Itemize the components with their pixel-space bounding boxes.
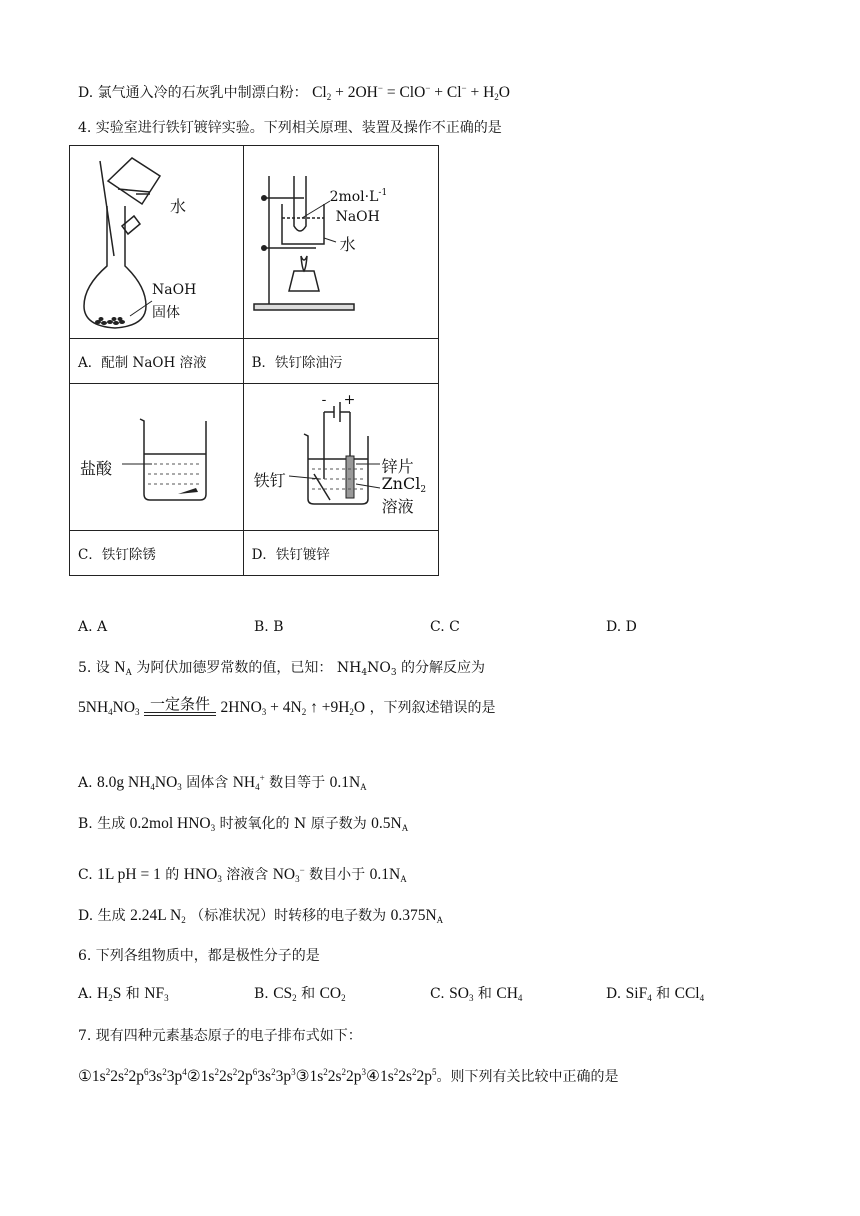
q4-answer-a[interactable]: A. A [78,619,108,635]
q6-option-a[interactable]: A. $H_2S$ 和 $NF_3$ [78,985,169,1003]
label-plus: + [343,392,356,408]
q5-option-a[interactable]: A. 8.0g $NH_4NO_3$ 固体含 $NH_4^+$ 数目等于 $0.1N_A$ [78,773,367,792]
q5-reaction: $5NH_4NO_3$ 一定条件 $2HNO_3 + 4N_2$ ↑ $+9H_2O$ ，下列叙述错误的是 [78,695,496,717]
q6-stem: 6. 下列各组物质中，都是极性分子的是 [78,948,320,964]
q3d-text: D. 氯气通入冷的石灰乳中制漂白粉： [78,85,308,101]
q6-option-b[interactable]: B. $CS_2$ 和 $CO_2$ [254,985,346,1003]
q3d-equation: $Cl_2 + 2OH^- = ClO^- + Cl^- + H_2O$ [312,83,510,102]
label-water-b: 水 [339,235,356,254]
q4-cell-c-caption: C．铁钉除锈 [70,531,244,576]
q5-option-b[interactable]: B. 生成 0.2mol $HNO_3$ 时被氧化的 N 原子数为 $0.5N_A$ [78,815,409,833]
q4-cell-b-caption: B．铁钉除油污 [243,339,438,384]
q6-option-d[interactable]: D. SiF$_4$ 和 CCl$_4$ [606,985,705,1003]
q4-cell-d-image [243,384,438,531]
q4-cell-b-image [243,146,438,339]
label-hcl: 盐酸 [80,459,113,478]
q4-cell-d-caption: D．铁钉镀锌 [243,531,438,576]
q5-option-c[interactable]: C. 1L pH = 1 的 $HNO_3$ 溶液含 $NO_3^-$ 数目小于 $0.1N_A$ [78,865,407,884]
q4-answer-d[interactable]: D. D [606,619,637,635]
q4-cell-c-image [70,384,244,531]
q7-configurations: $①1s^22s^22p^63s^23p^4②1s^22s^22p^63s^23p^3③1s^22s^22p^3④1s^22s^22p^5$。则下列有关比较中正确的是 [78,1067,619,1085]
q4-answer-c[interactable]: C. C [430,619,460,635]
label-naoh-b: NaOH [335,209,380,225]
q4-answer-b[interactable]: B. B [254,619,284,635]
q4-options-table [69,145,439,576]
label-zinc-plate: 锌片 [381,457,414,476]
label-minus: - [321,392,327,408]
q4-stem: 4. 实验室进行铁钉镀锌实验。下列相关原理、装置及操作不正确的是 [78,120,502,136]
q4-cell-a-image [70,146,244,339]
q3-option-d [78,78,510,107]
q7-stem: 7. 现有四种元素基态原子的电子排布式如下： [78,1028,362,1044]
reaction-condition: 一定条件 [149,695,210,713]
label-concentration: $2mol\cdot L^{-1}$ [329,188,388,205]
label-solution: 溶液 [381,497,414,516]
label-zncl2: ZnCl$_2$ [381,474,427,495]
q5-stem: 5. 设 $N_A$ 为阿伏加德罗常数的值，已知： $NH_4NO_3$ 的分解反应为 [78,659,485,678]
q5-option-d[interactable]: D. 生成 2.24L $N_2$ （标准状况）时转移的电子数为 $0.375N_A$ [78,907,444,925]
q4-cell-a-caption: A．配制 NaOH 溶液 [70,339,244,384]
label-solid: 固体 [152,305,180,321]
q6-option-c[interactable]: C. $SO_3$ 和 $CH_4$ [430,985,523,1003]
label-iron-nail: 铁钉 [253,471,286,490]
label-naoh: NaOH [152,282,197,298]
label-water: 水 [170,197,187,216]
